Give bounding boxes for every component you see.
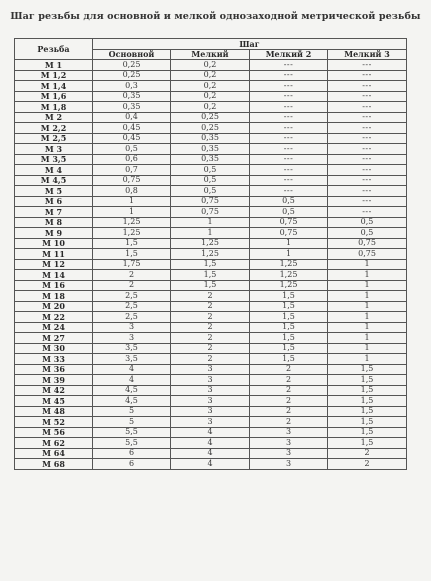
cell-fine-pitch: 0,35	[171, 144, 250, 155]
table-row	[15, 91, 407, 102]
table-row	[15, 417, 407, 428]
header-fine-2: Мелкий 2	[250, 49, 328, 60]
cell-fine-pitch: 2	[171, 291, 250, 302]
cell-thread: М 20	[15, 301, 93, 312]
table-row	[15, 165, 407, 176]
cell-fine-3-pitch: 1,5	[328, 438, 407, 449]
cell-thread: М 12	[15, 259, 93, 270]
header-pitch: Шаг	[93, 39, 407, 50]
cell-fine-3-pitch: ---	[328, 186, 407, 197]
cell-fine-3-pitch: 1	[328, 301, 407, 312]
cell-fine-2-pitch: 1	[250, 249, 328, 260]
cell-thread: М 27	[15, 333, 93, 344]
cell-main-pitch: 4	[93, 364, 171, 375]
cell-fine-pitch: 2	[171, 312, 250, 323]
cell-fine-3-pitch: 2	[328, 448, 407, 459]
cell-fine-3-pitch: 0,75	[328, 249, 407, 260]
cell-fine-pitch: 4	[171, 459, 250, 470]
cell-thread: М 8	[15, 217, 93, 228]
cell-main-pitch: 1	[93, 207, 171, 218]
cell-main-pitch: 5,5	[93, 438, 171, 449]
cell-fine-2-pitch: 2	[250, 406, 328, 417]
cell-fine-pitch: 2	[171, 322, 250, 333]
table-body	[15, 60, 407, 470]
cell-main-pitch: 0,35	[93, 91, 171, 102]
cell-thread: М 1,2	[15, 70, 93, 81]
cell-fine-3-pitch: ---	[328, 144, 407, 155]
cell-main-pitch: 0,3	[93, 81, 171, 92]
table-row	[15, 427, 407, 438]
cell-fine-pitch: 0,25	[171, 123, 250, 134]
cell-fine-3-pitch: ---	[328, 175, 407, 186]
cell-main-pitch: 1,25	[93, 217, 171, 228]
cell-fine-2-pitch: 1,5	[250, 301, 328, 312]
cell-main-pitch: 3,5	[93, 354, 171, 365]
cell-fine-2-pitch: 3	[250, 438, 328, 449]
cell-thread: М 9	[15, 228, 93, 239]
table-row	[15, 207, 407, 218]
cell-fine-pitch: 0,5	[171, 165, 250, 176]
cell-fine-3-pitch: ---	[328, 165, 407, 176]
cell-fine-3-pitch: ---	[328, 123, 407, 134]
cell-thread: М 64	[15, 448, 93, 459]
cell-main-pitch: 4,5	[93, 385, 171, 396]
cell-fine-pitch: 1,25	[171, 249, 250, 260]
table-row	[15, 396, 407, 407]
cell-fine-pitch: 4	[171, 438, 250, 449]
table-row	[15, 228, 407, 239]
table-row	[15, 81, 407, 92]
cell-fine-2-pitch: 2	[250, 396, 328, 407]
cell-fine-pitch: 2	[171, 354, 250, 365]
header-fine-3: Мелкий 3	[328, 49, 407, 60]
cell-thread: М 45	[15, 396, 93, 407]
cell-fine-3-pitch: ---	[328, 91, 407, 102]
cell-thread: М 14	[15, 270, 93, 281]
cell-thread: М 33	[15, 354, 93, 365]
cell-main-pitch: 3,5	[93, 343, 171, 354]
cell-thread: М 18	[15, 291, 93, 302]
cell-main-pitch: 0,45	[93, 133, 171, 144]
cell-fine-pitch: 2	[171, 333, 250, 344]
cell-thread: М 1,8	[15, 102, 93, 113]
cell-main-pitch: 0,4	[93, 112, 171, 123]
table-row	[15, 364, 407, 375]
table-row	[15, 249, 407, 260]
cell-fine-2-pitch: 1,5	[250, 291, 328, 302]
table-row	[15, 343, 407, 354]
cell-fine-2-pitch: 1,25	[250, 259, 328, 270]
table-row	[15, 175, 407, 186]
cell-main-pitch: 6	[93, 448, 171, 459]
cell-thread: М 11	[15, 249, 93, 260]
table-row	[15, 375, 407, 386]
cell-main-pitch: 2,5	[93, 291, 171, 302]
thread-pitch-table	[14, 38, 407, 470]
table-row	[15, 60, 407, 71]
cell-main-pitch: 3	[93, 333, 171, 344]
cell-fine-pitch: 1	[171, 228, 250, 239]
header-fine: Мелкий	[171, 49, 250, 60]
table-row	[15, 217, 407, 228]
cell-fine-2-pitch: ---	[250, 144, 328, 155]
cell-fine-3-pitch: 1	[328, 343, 407, 354]
cell-thread: М 36	[15, 364, 93, 375]
cell-fine-2-pitch: 1,5	[250, 343, 328, 354]
cell-fine-pitch: 3	[171, 364, 250, 375]
cell-main-pitch: 0,25	[93, 60, 171, 71]
cell-main-pitch: 0,6	[93, 154, 171, 165]
header-thread: Резьба	[15, 39, 93, 60]
table-row	[15, 459, 407, 470]
table-row	[15, 438, 407, 449]
cell-main-pitch: 0,7	[93, 165, 171, 176]
cell-fine-3-pitch: 1,5	[328, 396, 407, 407]
cell-thread: М 3	[15, 144, 93, 155]
cell-fine-pitch: 0,2	[171, 81, 250, 92]
cell-thread: М 3,5	[15, 154, 93, 165]
cell-fine-3-pitch: 1	[328, 291, 407, 302]
cell-thread: М 6	[15, 196, 93, 207]
cell-thread: М 1,6	[15, 91, 93, 102]
cell-fine-2-pitch: ---	[250, 123, 328, 134]
cell-fine-pitch: 0,2	[171, 70, 250, 81]
cell-fine-3-pitch: ---	[328, 112, 407, 123]
cell-main-pitch: 0,8	[93, 186, 171, 197]
cell-fine-2-pitch: 1,5	[250, 333, 328, 344]
cell-fine-pitch: 0,2	[171, 102, 250, 113]
cell-fine-pitch: 0,35	[171, 154, 250, 165]
table-row	[15, 259, 407, 270]
cell-fine-3-pitch: 1	[328, 333, 407, 344]
cell-thread: М 4,5	[15, 175, 93, 186]
cell-fine-3-pitch: 0,5	[328, 228, 407, 239]
table-row	[15, 280, 407, 291]
table-row	[15, 385, 407, 396]
cell-main-pitch: 1,5	[93, 249, 171, 260]
cell-fine-3-pitch: ---	[328, 207, 407, 218]
cell-fine-2-pitch: 0,5	[250, 207, 328, 218]
cell-main-pitch: 2,5	[93, 312, 171, 323]
cell-fine-pitch: 0,75	[171, 207, 250, 218]
cell-fine-2-pitch: ---	[250, 60, 328, 71]
cell-fine-pitch: 0,5	[171, 175, 250, 186]
cell-fine-2-pitch: 1,25	[250, 280, 328, 291]
header-main: Основной	[93, 49, 171, 60]
document-title: Шаг резьбы для основной и мелкой однозаходной метрической резьбы	[10, 11, 421, 22]
cell-fine-3-pitch: 1	[328, 280, 407, 291]
cell-fine-pitch: 0,35	[171, 133, 250, 144]
cell-main-pitch: 2	[93, 270, 171, 281]
cell-fine-pitch: 3	[171, 385, 250, 396]
cell-fine-2-pitch: 1,25	[250, 270, 328, 281]
cell-fine-2-pitch: ---	[250, 154, 328, 165]
cell-fine-3-pitch: 1	[328, 270, 407, 281]
cell-fine-3-pitch: ---	[328, 133, 407, 144]
cell-fine-2-pitch: ---	[250, 133, 328, 144]
cell-thread: М 5	[15, 186, 93, 197]
cell-fine-3-pitch: ---	[328, 81, 407, 92]
cell-fine-3-pitch: 1,5	[328, 406, 407, 417]
cell-fine-3-pitch: ---	[328, 60, 407, 71]
table-row	[15, 102, 407, 113]
cell-thread: М 2	[15, 112, 93, 123]
cell-fine-2-pitch: 2	[250, 417, 328, 428]
cell-fine-3-pitch: 1	[328, 312, 407, 323]
cell-fine-2-pitch: 0,5	[250, 196, 328, 207]
cell-thread: М 68	[15, 459, 93, 470]
cell-fine-3-pitch: 1	[328, 354, 407, 365]
cell-fine-3-pitch: 1,5	[328, 364, 407, 375]
cell-fine-pitch: 4	[171, 448, 250, 459]
cell-fine-pitch: 3	[171, 396, 250, 407]
cell-fine-2-pitch: ---	[250, 70, 328, 81]
cell-fine-pitch: 3	[171, 417, 250, 428]
cell-fine-3-pitch: ---	[328, 196, 407, 207]
table-row	[15, 123, 407, 134]
table-header	[15, 39, 407, 60]
table-row	[15, 70, 407, 81]
cell-thread: М 1,4	[15, 81, 93, 92]
cell-main-pitch: 0,75	[93, 175, 171, 186]
cell-fine-2-pitch: 3	[250, 459, 328, 470]
cell-main-pitch: 5	[93, 406, 171, 417]
cell-fine-2-pitch: ---	[250, 112, 328, 123]
cell-fine-2-pitch: 2	[250, 364, 328, 375]
cell-fine-2-pitch: 2	[250, 375, 328, 386]
cell-fine-2-pitch: ---	[250, 175, 328, 186]
cell-fine-pitch: 1,5	[171, 270, 250, 281]
cell-main-pitch: 4,5	[93, 396, 171, 407]
table-row	[15, 112, 407, 123]
cell-fine-pitch: 0,5	[171, 186, 250, 197]
table-row	[15, 154, 407, 165]
table-row	[15, 301, 407, 312]
cell-main-pitch: 6	[93, 459, 171, 470]
cell-thread: М 1	[15, 60, 93, 71]
cell-main-pitch: 2,5	[93, 301, 171, 312]
cell-fine-pitch: 4	[171, 427, 250, 438]
cell-main-pitch: 4	[93, 375, 171, 386]
cell-thread: М 7	[15, 207, 93, 218]
table-row	[15, 322, 407, 333]
table-row	[15, 312, 407, 323]
cell-main-pitch: 0,45	[93, 123, 171, 134]
cell-fine-3-pitch: 1	[328, 322, 407, 333]
cell-fine-2-pitch: 1,5	[250, 354, 328, 365]
cell-fine-2-pitch: 1,5	[250, 322, 328, 333]
cell-main-pitch: 1	[93, 196, 171, 207]
cell-fine-2-pitch: ---	[250, 81, 328, 92]
cell-main-pitch: 5,5	[93, 427, 171, 438]
table-row	[15, 196, 407, 207]
cell-fine-3-pitch: ---	[328, 154, 407, 165]
cell-fine-pitch: 2	[171, 301, 250, 312]
cell-thread: М 16	[15, 280, 93, 291]
cell-thread: М 52	[15, 417, 93, 428]
cell-fine-3-pitch: ---	[328, 102, 407, 113]
cell-thread: М 10	[15, 238, 93, 249]
cell-fine-pitch: 1,5	[171, 259, 250, 270]
cell-fine-pitch: 3	[171, 406, 250, 417]
table-row	[15, 238, 407, 249]
cell-fine-3-pitch: 1,5	[328, 417, 407, 428]
cell-fine-2-pitch: 0,75	[250, 228, 328, 239]
cell-main-pitch: 1,25	[93, 228, 171, 239]
cell-thread: М 24	[15, 322, 93, 333]
cell-thread: М 56	[15, 427, 93, 438]
table-row	[15, 354, 407, 365]
cell-thread: М 48	[15, 406, 93, 417]
cell-thread: М 22	[15, 312, 93, 323]
cell-fine-3-pitch: 1,5	[328, 427, 407, 438]
table-row	[15, 144, 407, 155]
cell-thread: М 39	[15, 375, 93, 386]
table-row	[15, 448, 407, 459]
cell-fine-2-pitch: 1,5	[250, 312, 328, 323]
cell-main-pitch: 3	[93, 322, 171, 333]
cell-fine-pitch: 1	[171, 217, 250, 228]
cell-fine-2-pitch: 1	[250, 238, 328, 249]
table-row	[15, 291, 407, 302]
cell-thread: М 62	[15, 438, 93, 449]
table-row	[15, 133, 407, 144]
cell-fine-pitch: 0,75	[171, 196, 250, 207]
cell-fine-2-pitch: 2	[250, 385, 328, 396]
table-row	[15, 270, 407, 281]
cell-fine-3-pitch: 2	[328, 459, 407, 470]
cell-fine-2-pitch: ---	[250, 165, 328, 176]
table-row	[15, 186, 407, 197]
cell-main-pitch: 2	[93, 280, 171, 291]
cell-fine-2-pitch: 3	[250, 427, 328, 438]
cell-fine-2-pitch: 3	[250, 448, 328, 459]
cell-fine-3-pitch: 1,5	[328, 375, 407, 386]
cell-main-pitch: 0,5	[93, 144, 171, 155]
cell-fine-2-pitch: ---	[250, 186, 328, 197]
cell-fine-2-pitch: 0,75	[250, 217, 328, 228]
cell-thread: М 30	[15, 343, 93, 354]
cell-thread: М 2,5	[15, 133, 93, 144]
cell-thread: М 2,2	[15, 123, 93, 134]
cell-thread: М 4	[15, 165, 93, 176]
cell-main-pitch: 1,5	[93, 238, 171, 249]
cell-fine-2-pitch: ---	[250, 91, 328, 102]
cell-fine-3-pitch: 0,75	[328, 238, 407, 249]
table-row	[15, 333, 407, 344]
cell-fine-3-pitch: 0,5	[328, 217, 407, 228]
cell-fine-pitch: 1,25	[171, 238, 250, 249]
cell-main-pitch: 5	[93, 417, 171, 428]
cell-fine-3-pitch: 1	[328, 259, 407, 270]
cell-fine-pitch: 0,2	[171, 91, 250, 102]
cell-thread: М 42	[15, 385, 93, 396]
cell-main-pitch: 0,35	[93, 102, 171, 113]
cell-main-pitch: 1,75	[93, 259, 171, 270]
cell-fine-pitch: 2	[171, 343, 250, 354]
cell-fine-pitch: 1,5	[171, 280, 250, 291]
cell-fine-3-pitch: ---	[328, 70, 407, 81]
table-row	[15, 406, 407, 417]
cell-fine-pitch: 3	[171, 375, 250, 386]
cell-fine-pitch: 0,25	[171, 112, 250, 123]
cell-main-pitch: 0,25	[93, 70, 171, 81]
cell-fine-pitch: 0,2	[171, 60, 250, 71]
cell-fine-2-pitch: ---	[250, 102, 328, 113]
cell-fine-3-pitch: 1,5	[328, 385, 407, 396]
